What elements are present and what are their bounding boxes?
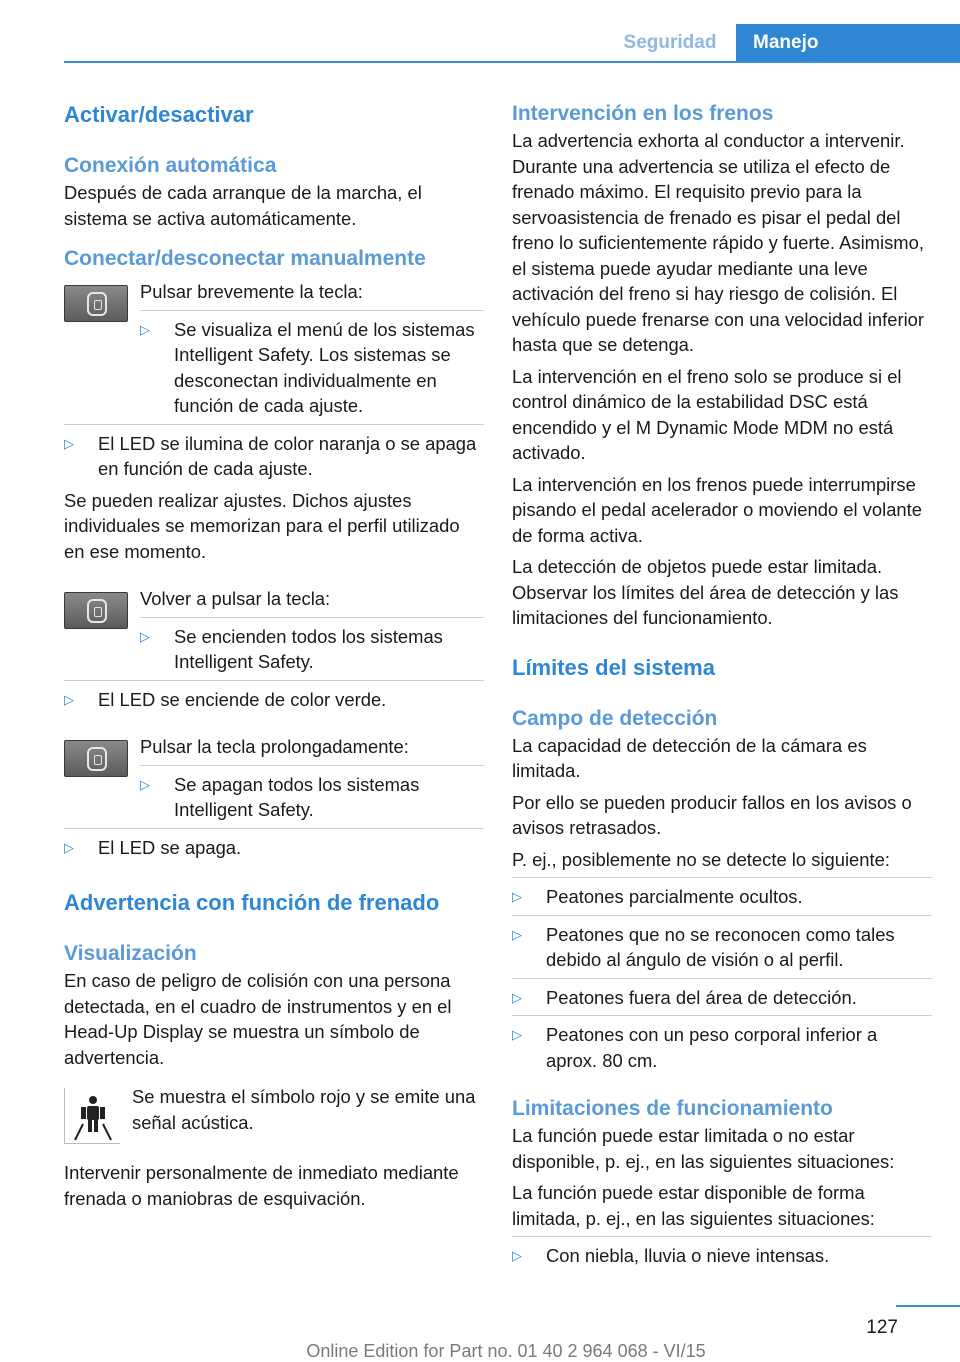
warning-symbol-block <box>64 1084 484 1146</box>
heading-limitaciones: Limitaciones de funcionamiento <box>512 1097 833 1120</box>
list-item: ▷ Se apagan todos los sistemas Intelligent Safety. <box>140 773 420 820</box>
press-again-block <box>64 586 484 675</box>
list-item: ▷ El LED se apaga. <box>64 835 484 861</box>
assist-button-icon <box>64 592 128 629</box>
text-intervencion-2: La intervención en el freno solo se produce si el control dinámico de la estabilidad DSC está encendido y el M Dynamic Mode MDM no está activado. <box>512 365 902 463</box>
triangle-bullet-icon: ▷ <box>140 776 150 792</box>
list-item: ▷ Peatones que no se reconocen como tales debido al ángulo de visión o al perfil. <box>512 923 895 970</box>
tab-seguridad[interactable]: Seguridad <box>623 32 717 53</box>
press-long-block <box>64 734 484 823</box>
heading-conexion: Conexión automática <box>64 154 277 177</box>
triangle-bullet-icon: ▷ <box>512 1027 522 1042</box>
triangle-bullet-icon: ▷ <box>64 435 74 451</box>
list-item: ▷ Peatones parcialmente ocultos. <box>512 884 932 910</box>
footer-rule <box>896 1305 960 1307</box>
triangle-bullet-icon: ▷ <box>64 839 74 855</box>
text-limitaciones-2: La función puede estar disponible de forma limitada, p. ej., en las siguientes situaciones: <box>512 1182 875 1229</box>
left-column <box>64 100 484 1211</box>
heading-manual: Conectar/desconectar manualmente <box>64 247 426 270</box>
list-item: ▷ Con niebla, lluvia o nieve intensas. <box>512 1243 932 1269</box>
text-limitaciones-1: La función puede estar limitada o no estar disponible, p. ej., en las siguientes situaciones: <box>512 1125 895 1172</box>
right-column <box>512 100 932 1269</box>
triangle-bullet-icon: ▷ <box>512 1248 522 1263</box>
list-item: ▷ Se visualiza el menú de los sistemas Intelligent Safety. Los sistemas se desconectan individualmente en función de cada ajuste. <box>140 318 475 416</box>
pedestrian-warning-icon <box>64 1088 120 1144</box>
heading-limites: Límites del sistema <box>512 654 715 680</box>
text-ajustes: Se pueden realizar ajustes. Dichos ajustes individuales se memorizan para el perfil utilizado en ese momento. <box>64 489 460 562</box>
heading-activar: Activar/desactivar <box>64 102 254 127</box>
triangle-bullet-icon: ▷ <box>140 321 150 337</box>
assist-button-icon <box>64 285 128 322</box>
text-conexion: Después de cada arranque de la marcha, el sistema se activa automáticamente. <box>64 182 422 229</box>
list-item: ▷ Peatones con un peso corporal inferior a aprox. 80 cm. <box>512 1024 878 1071</box>
press-short-text: Pulsar brevemente la tecla: <box>140 281 363 302</box>
heading-visualizacion: Visualización <box>64 942 197 965</box>
page-number: 127 <box>866 1317 898 1338</box>
triangle-bullet-icon: ▷ <box>512 889 522 904</box>
tab-manejo[interactable]: Manejo <box>736 24 960 62</box>
heading-intervencion: Intervención en los frenos <box>512 102 774 125</box>
text-campo-3: P. ej., posiblemente no se detecte lo siguiente: <box>512 848 890 870</box>
press-long-text: Pulsar la tecla prolongadamente: <box>140 736 409 757</box>
list-item: ▷ Se encienden todos los sistemas Intelligent Safety. <box>140 625 443 672</box>
list-item: ▷ Peatones fuera del área de detección. <box>512 985 932 1011</box>
list-item: ▷ El LED se ilumina de color naranja o se apaga en función de cada ajuste. <box>64 432 477 479</box>
triangle-bullet-icon: ▷ <box>512 989 522 1005</box>
triangle-bullet-icon: ▷ <box>64 691 74 707</box>
assist-button-icon <box>64 740 128 777</box>
press-again-text: Volver a pulsar la tecla: <box>140 588 331 609</box>
text-intervencion-3: La intervención en los frenos puede interrumpirse pisando el pedal acelerador o moviendo el volante de forma activa. <box>512 473 922 546</box>
text-campo-1: La capacidad de detección de la cámara es limitada. <box>512 734 867 781</box>
heading-campo: Campo de detección <box>512 706 718 730</box>
text-intervenir: Intervenir personalmente de inmediato mediante frenada o maniobras de esquivación. <box>64 1162 459 1209</box>
heading-advertencia: Advertencia con función de frenado <box>64 890 440 915</box>
header-rule <box>64 61 960 63</box>
text-simbolo: Se muestra el símbolo rojo y se emite una señal acústica. <box>132 1086 476 1133</box>
text-campo-2: Por ello se pueden producir fallos en los avisos o avisos retrasados. <box>512 791 912 838</box>
text-visualizacion: En caso de peligro de colisión con una persona detectada, en el cuadro de instrumentos y en el Head-Up Display se muestra un símbolo de advertencia. <box>64 970 452 1068</box>
text-intervencion-1: La advertencia exhorta al conductor a intervenir. Durante una advertencia se utiliza el efecto de frenado máximo. El requisito previo para la servoasistencia de frenado es pisar el pedal del freno lo suficientemente rápido y fuerte. Asimismo, el sistema puede ayudar mediante una leve activación del freno si hay riesgo de colisión. El vehículo puede frenarse con una velocidad inferior hasta que se detenga. <box>512 130 925 355</box>
text-intervencion-4: La detección de objetos puede estar limitada. Observar los límites del área de detección y las limitaciones del funcionamiento. <box>512 556 899 628</box>
triangle-bullet-icon: ▷ <box>140 628 150 644</box>
press-short-block <box>64 279 484 419</box>
triangle-bullet-icon: ▷ <box>512 926 522 942</box>
list-item: ▷ El LED se enciende de color verde. <box>64 687 484 713</box>
edition-footer: Online Edition for Part no. 01 40 2 964 068 - VI/15 <box>306 1341 706 1361</box>
